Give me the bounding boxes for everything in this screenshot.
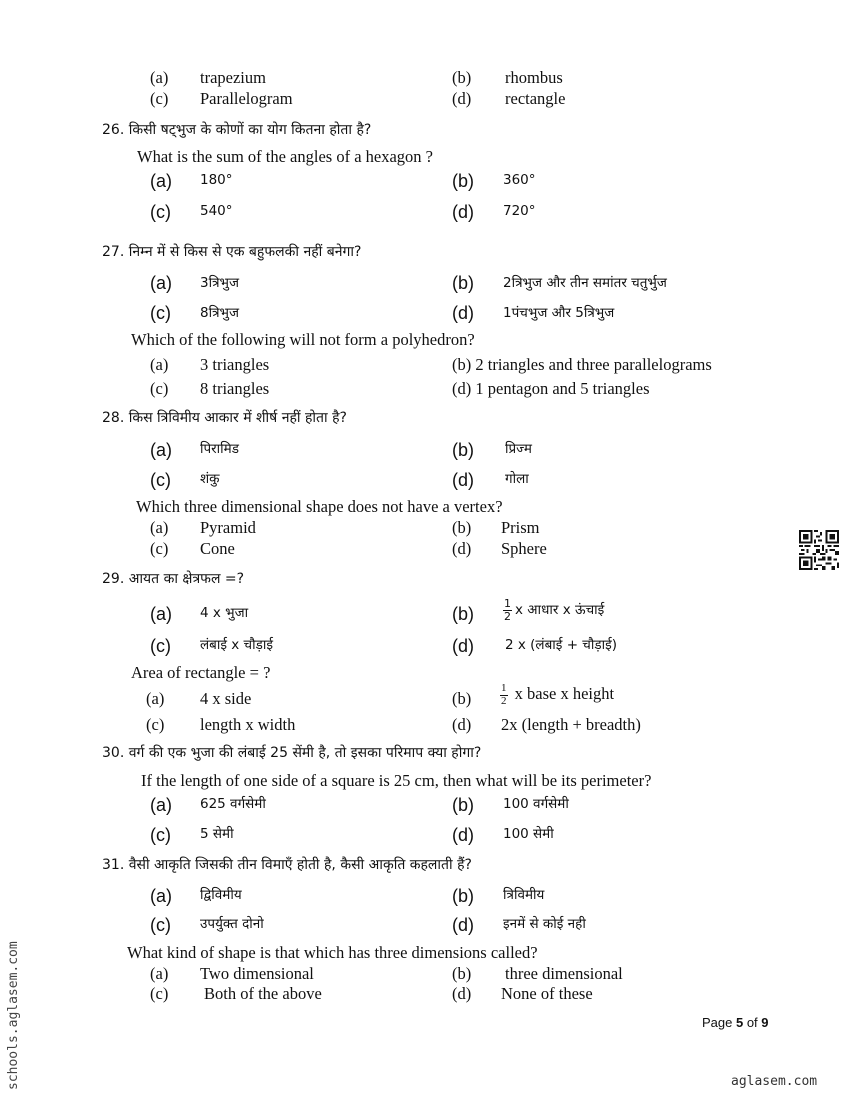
q31-hindi: 31. वैसी आकृति जिसकी तीन विमाएँ होती है, कैसी आकृति कहलाती हैं?: [102, 857, 472, 873]
q27-opt-d-label: (d): [452, 303, 474, 323]
q27-opt-c-label: (c): [150, 303, 171, 323]
q26-opt-d-text: 720°: [503, 203, 536, 219]
q28-opt-d-text: गोला: [505, 471, 529, 487]
q28-en-opt-a-label: (a): [150, 518, 169, 537]
q27-en-opt-c-label: (c): [150, 379, 169, 398]
q28-en-opt-d-text: Sphere: [501, 539, 547, 558]
q26-opt-c-text: 540°: [200, 203, 233, 219]
q28-opt-b-text: प्रिज्म: [505, 441, 532, 457]
q29-opt-b-text: x आधार x ऊंचाई: [515, 602, 605, 619]
q29-en-opt-b-text: x base x height: [514, 683, 615, 703]
q30-opt-c-label: (c): [150, 825, 171, 845]
q30-english: If the length of one side of a square is 25 cm, then what will be its perimeter?: [141, 771, 652, 790]
q30-opt-b-text: 100 वर्गसेमी: [503, 796, 569, 812]
prev-opt-a-label: (a): [150, 68, 169, 87]
q31-en-opt-b-text: three dimensional: [505, 964, 623, 983]
q29-opt-a-label: (a): [150, 604, 172, 624]
q30-hindi: 30. वर्ग की एक भुजा की लंबाई 25 सेंमी है, तो इसका परिमाप क्या होगा?: [102, 745, 482, 761]
q28-opt-d-label: (d): [452, 470, 474, 490]
q28-opt-a-text: पिरामिड: [200, 441, 239, 457]
q31-opt-b-label: (b): [452, 886, 474, 906]
q27-english: Which of the following will not form a polyhedron?: [131, 330, 475, 349]
q29-opt-d-text: 2 x (लंबाई + चौड़ाई): [505, 637, 617, 653]
q28-en-opt-c-label: (c): [150, 539, 169, 558]
q31-en-opt-b-label: (b): [452, 964, 472, 983]
q30-opt-d-label: (d): [452, 825, 474, 845]
q31-opt-b-text: त्रिविमीय: [503, 887, 545, 903]
prev-opt-a-text: trapezium: [200, 68, 266, 87]
q29-opt-c-label: (c): [150, 636, 171, 656]
prev-opt-d-label: (d): [452, 89, 472, 108]
q31-en-opt-a-text: Two dimensional: [200, 964, 314, 983]
q29-opt-a-text: 4 x भुजा: [200, 605, 249, 621]
page-current: 5: [735, 1015, 744, 1030]
q28-opt-a-label: (a): [150, 440, 172, 460]
q31-en-opt-d-label: (d): [452, 984, 472, 1003]
footer-watermark: aglasem.com: [731, 1074, 818, 1089]
q26-opt-b-text: 360°: [503, 172, 536, 188]
q31-en-opt-c-label: (c): [150, 984, 169, 1003]
q26-english: What is the sum of the angles of a hexagon ?: [137, 147, 433, 166]
fraction-denominator: 2: [501, 694, 507, 707]
page-total: 9: [761, 1015, 769, 1030]
fraction-denominator: 2: [504, 609, 511, 623]
qr-code-icon: [799, 530, 839, 570]
q31-opt-a-text: द्विविमीय: [200, 887, 242, 903]
q26-opt-b-label: (b): [452, 171, 474, 191]
q29-en-opt-c-label: (c): [146, 715, 165, 734]
q29-en-opt-d-label: (d): [452, 715, 472, 734]
prev-opt-b-label: (b): [452, 68, 472, 87]
prev-opt-c-text: Parallelogram: [200, 89, 293, 108]
q29-en-opt-a-text: 4 x side: [200, 689, 252, 708]
q26-opt-a-label: (a): [150, 171, 172, 191]
q27-opt-a-label: (a): [150, 273, 172, 293]
q29-opt-c-text: लंबाई x चौड़ाई: [200, 637, 273, 653]
q28-en-opt-b-label: (b): [452, 518, 472, 537]
fraction-numerator: 1: [501, 682, 507, 694]
q29-en-opt-c-text: length x width: [200, 715, 296, 734]
fraction-numerator: 1: [504, 597, 511, 610]
q27-en-opt-c-text: 8 triangles: [200, 379, 270, 398]
q26-opt-d-label: (d): [452, 202, 474, 222]
q30-opt-a-text: 625 वर्गसेमी: [200, 796, 266, 812]
q31-opt-c-label: (c): [150, 915, 171, 935]
q29-opt-b-label: (b): [452, 604, 474, 624]
q27-en-opt-a-label: (a): [150, 355, 169, 374]
q29-hindi: 29. आयत का क्षेत्रफल =?: [102, 571, 245, 587]
q29-en-opt-d-text: 2x (length + breadth): [501, 715, 641, 734]
q29-en-half-fraction: [500, 683, 508, 707]
q31-en-opt-c-text: Both of the above: [204, 984, 322, 1003]
q27-opt-b-label: (b): [452, 273, 474, 293]
q31-en-opt-a-label: (a): [150, 964, 169, 983]
q26-opt-a-text: 180°: [200, 172, 233, 188]
q31-en-opt-d-text: None of these: [501, 984, 593, 1003]
side-watermark: schools.aglasem.com: [6, 941, 21, 1090]
q27-en-opt-b-text: (b) 2 triangles and three parallelograms: [452, 355, 712, 374]
q29-opt-b: [503, 598, 604, 622]
q27-opt-c-text: 8त्रिभुज: [200, 305, 240, 321]
prev-opt-c-label: (c): [150, 89, 169, 108]
q28-opt-c-label: (c): [150, 470, 171, 490]
q28-en-opt-b-text: Prism: [501, 518, 540, 537]
q27-en-opt-a-text: 3 triangles: [200, 355, 270, 374]
q26-opt-c-label: (c): [150, 202, 171, 222]
q31-english: What kind of shape is that which has three dimensions called?: [127, 943, 538, 962]
q29-half-fraction: [503, 598, 512, 622]
q28-en-opt-a-text: Pyramid: [200, 518, 256, 537]
q30-opt-c-text: 5 सेमी: [200, 826, 234, 842]
q29-en-opt-b-label: (b): [452, 689, 472, 708]
page-of: of: [743, 1015, 762, 1030]
q27-opt-d-text: 1पंचभुज और 5त्रिभुज: [503, 305, 615, 321]
q30-opt-b-label: (b): [452, 795, 474, 815]
q29-english: Area of rectangle = ?: [131, 663, 271, 682]
q28-opt-b-label: (b): [452, 440, 474, 460]
prev-opt-d-text: rectangle: [505, 89, 566, 108]
q30-opt-d-text: 100 सेमी: [503, 826, 554, 842]
page-number: [702, 1015, 769, 1030]
q29-opt-d-label: (d): [452, 636, 474, 656]
q28-en-opt-d-label: (d): [452, 539, 472, 558]
q30-opt-a-label: (a): [150, 795, 172, 815]
q28-opt-c-text: शंकु: [200, 471, 220, 487]
q26-hindi: 26. किसी षट्भुज के कोणों का योग कितना होता है?: [102, 122, 372, 138]
q29-en-opt-b: [500, 683, 614, 707]
q28-hindi: 28. किस त्रिविमीय आकार में शीर्ष नहीं होता है?: [102, 410, 347, 426]
q31-opt-d-text: इनमें से कोई नही: [503, 916, 586, 932]
q29-en-opt-a-label: (a): [146, 689, 165, 708]
prev-opt-b-text: rhombus: [505, 68, 563, 87]
q28-en-opt-c-text: Cone: [200, 539, 235, 558]
q31-opt-c-text: उपर्युक्त दोनो: [200, 916, 264, 932]
q27-opt-b-text: 2त्रिभुज और तीन समांतर चतुर्भुज: [503, 275, 667, 291]
page-prefix: Page: [702, 1015, 736, 1030]
q27-hindi: 27. निम्न में से किस से एक बहुफलकी नहीं बनेगा?: [102, 244, 362, 260]
q31-opt-a-label: (a): [150, 886, 172, 906]
q27-en-opt-d-text: (d) 1 pentagon and 5 triangles: [452, 379, 650, 398]
q31-opt-d-label: (d): [452, 915, 474, 935]
q28-english: Which three dimensional shape does not have a vertex?: [136, 497, 503, 516]
q27-opt-a-text: 3त्रिभुज: [200, 275, 240, 291]
